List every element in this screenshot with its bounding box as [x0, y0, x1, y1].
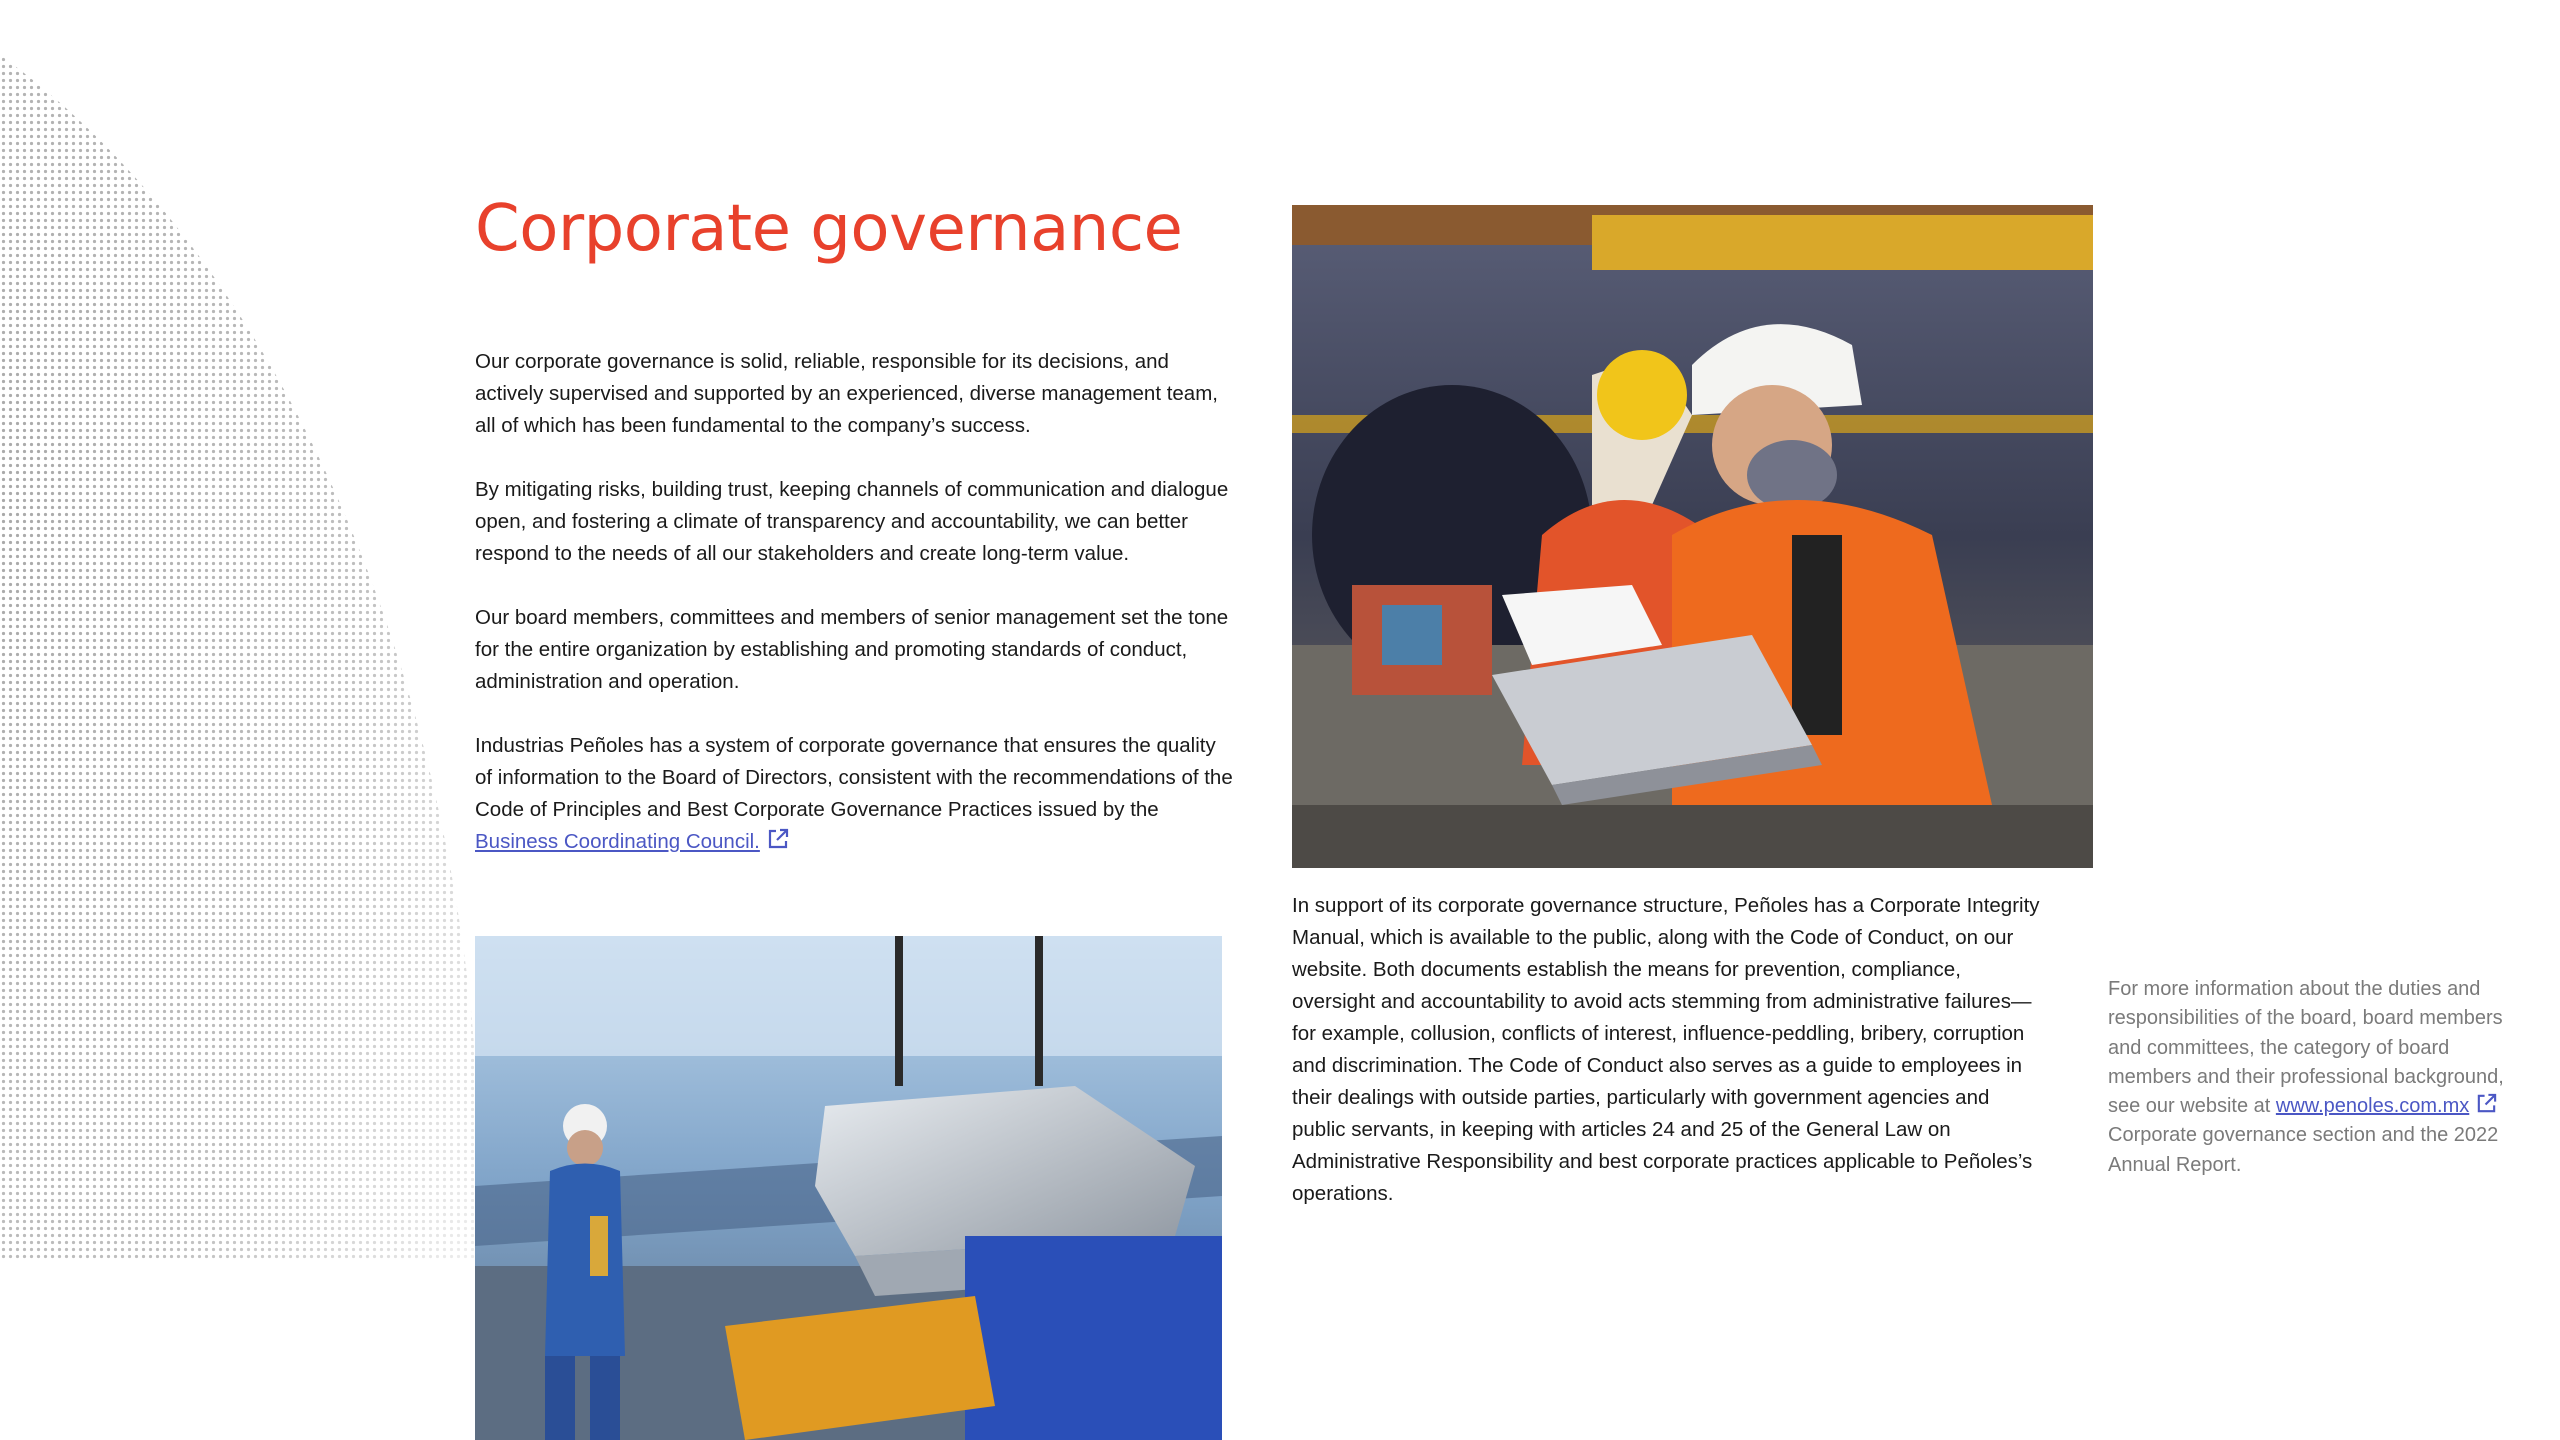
- external-link-icon[interactable]: [2475, 1092, 2498, 1115]
- sidenote-text-after: Corporate governance section and the 2022 Annual Report.: [2108, 1124, 2499, 1176]
- paragraph-board-members: Our board members, committees and members of senior management set the tone for the entire organization by establishing and promoting standards of conduct, administration and operation.: [475, 606, 1229, 693]
- photo-workers-laptop: [1292, 205, 2093, 868]
- penoles-website-link[interactable]: www.penoles.com.mx: [2275, 1095, 2470, 1118]
- sidenote-text-before: For more information about the duties and responsibilities of the board, board members and committees, the category of board members and their professional background, see our website at: [2108, 978, 2504, 1118]
- paragraph-governance-system: [475, 730, 1235, 858]
- photo-metal-ingot: [475, 936, 1222, 1440]
- sidenote-paragraph: [2108, 975, 2518, 1180]
- middle-column: [1292, 890, 2042, 1210]
- paragraph-intro: Our corporate governance is solid, reliable, responsible for its decisions, and actively supervised and supported by an experienced, diverse management team, all of which has been fundamental to the company’s success.: [475, 350, 1218, 437]
- external-link-icon[interactable]: [766, 827, 790, 851]
- business-coordinating-council-link[interactable]: Business Coordinating Council.: [475, 830, 760, 853]
- paragraph-integrity-manual: In support of its corporate governance structure, Peñoles has a Corporate Integrity Manual, which is available to the public, along with the Code of Conduct, on our website. Both documents establish the means for prevention, compliance, oversight and accountability to avoid acts stemming from administrative failures—for example, collusion, conflicts of interest, influence-peddling, bribery, corruption and discrimination. The Code of Conduct also serves as a guide to employees in their dealings with outside parties, particularly with government agencies and public servants, in keeping with articles 24 and 25 of the General Law on Administrative Responsibility and best corporate practices applicable to Peñoles’s operations.: [1292, 894, 2040, 1205]
- page-title: Corporate governance: [475, 192, 1183, 266]
- paragraph-mitigating-risks: By mitigating risks, building trust, keeping channels of communication and dialogue open, and fostering a climate of transparency and accountability, we can better respond to the needs of all our stakeholders and create long-term value.: [475, 478, 1229, 565]
- paragraph-governance-text: Industrias Peñoles has a system of corporate governance that ensures the quality of information to the Board of Directors, consistent with the recommendations of the Code of Principles and Best Corporate Governance Practices issued by the: [475, 734, 1233, 821]
- sidenote: [2108, 975, 2518, 1180]
- left-column: [475, 346, 1235, 890]
